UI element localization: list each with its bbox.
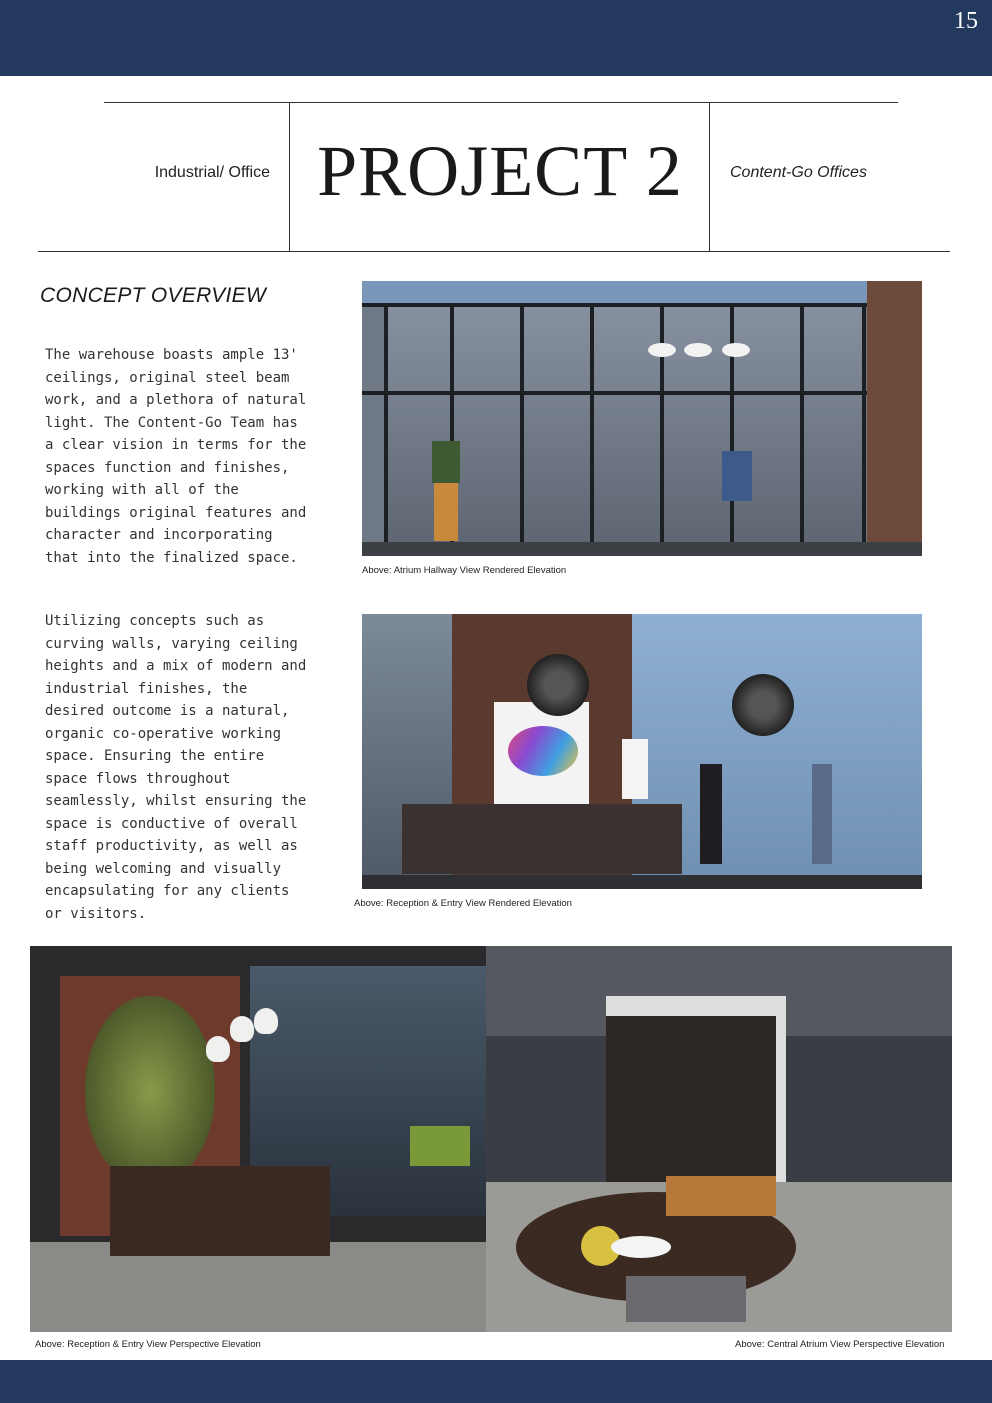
atrium-hallway-elevation-caption: Above: Atrium Hallway View Rendered Elevation [362,565,567,576]
page-title: PROJECT 2 [317,131,683,211]
reception-entry-perspective-caption: Above: Reception & Entry View Perspective Elevation [35,1339,261,1350]
concept-paragraph-1: The warehouse boasts ample 13' ceilings, original steel beam work, and a plethora of natural light. The Content-Go Team has a clear vision in terms for the spaces function and finishes, working with all of the buildings original features and character and incorporating that into the finalized space. [45,347,307,566]
concept-paragraph-2: Utilizing concepts such as curving walls, varying ceiling heights and a mix of modern and industrial finishes, the desired outcome is a natural, organic co-operative working space. Ensuring the entire space flows throughout seamlessly, whilst ensuring the space is conductive of overall staff productivity, as well as being welcoming and visually encapsulating for any clients or visitors. [45,613,307,922]
project-category: Industrial/ Office [154,164,270,181]
title-frame-right-divider [709,102,710,252]
title-frame-bottom-rule [38,251,950,252]
concept-heading: CONCEPT OVERVIEW [40,284,267,307]
title-frame-top-rule [104,102,898,103]
atrium-hallway-elevation-image [362,281,922,556]
top-banner [0,0,992,76]
central-atrium-perspective-image [486,946,952,1332]
reception-entry-perspective-image [30,946,486,1332]
reception-entry-elevation-image [362,614,922,889]
reception-entry-elevation-caption: Above: Reception & Entry View Rendered Elevation [354,898,572,909]
page-number: 15 [954,8,978,34]
central-atrium-perspective-caption: Above: Central Atrium View Perspective Elevation [735,1339,945,1350]
title-frame-left-divider [289,102,290,252]
project-name: Content-Go Offices [730,164,867,181]
bottom-banner [0,1360,992,1403]
